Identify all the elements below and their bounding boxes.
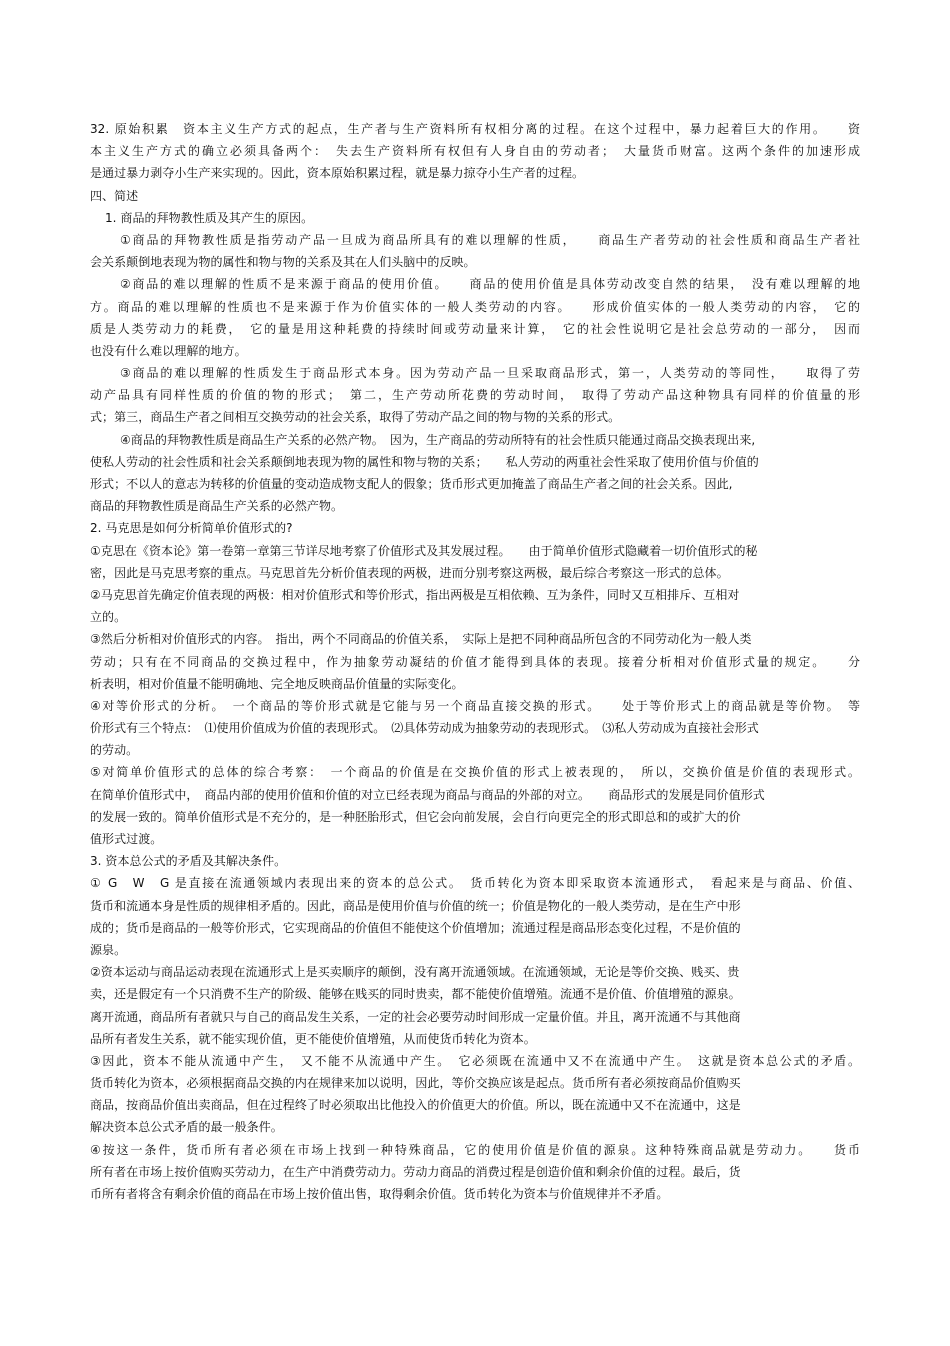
text-line: ① G W G 是直接在流通领域内表现出来的资本的总公式。 货币转化为资本即采取资本流通形式， 看起来是与商品、价值、 — [90, 876, 860, 891]
text-line: ③商品的难以理解的性质发生于商品形式本身。因为劳动产品一旦采取商品形式，第一，人类劳动的等同性， 取得了劳 — [120, 366, 860, 381]
text-line: ②资本运动与商品运动表现在流通形式上是买卖顺序的颠倒，没有离开流通领域。在流通领域，无论是等价交换、贱买、贵 — [90, 965, 740, 980]
text-line: 货币转化为资本，必须根据商品交换的内在规律来加以说明，因此，等价交换应该是起点。货币所有者必须按商品价值购买 — [90, 1076, 741, 1091]
text-line: ②商品的难以理解的性质不是来源于商品的使用价值。 商品的使用价值是具体劳动改变自然的结果， 没有难以理解的地 — [120, 277, 860, 292]
text-line: 在简单价值形式中， 商品内部的使用价值和价值的对立已经表现为商品与商品的外部的对立。 商品形式的发展是同价值形式 — [90, 787, 765, 802]
text-line: 币所有者将含有剩余价值的商品在市场上按价值出售，取得剩余价值。货币转化为资本与价值规律并不矛盾。 — [90, 1187, 669, 1201]
text-line: 所有者在市场上按价值购买劳动力，在生产中消费劳动力。劳动力商品的消费过程是创造价值和剩余价值的过程。最后，货 — [90, 1164, 741, 1179]
text-line: 卖，还是假定有一个只消费不生产的阶级、能够在贱买的同时贵卖，都不能使价值增殖。流通不是价值、价值增殖的源泉。 — [90, 987, 741, 1002]
text-line: ④按这一条件，货币所有者必须在市场上找到一种特殊商品，它的使用价值是价值的源泉。这种特殊商品就是劳动力。 货币 — [90, 1142, 860, 1157]
text-line: 是通过暴力剥夺小生产来实现的。因此，资本原始积累过程，就是暴力掠夺小生产者的过程。 — [90, 166, 585, 181]
text-line: 四、简述 — [90, 188, 139, 203]
text-line: ③然后分析相对价值形式的内容。 指出，两个不同商品的价值关系， 实际上是把不同种商品所包含的不同劳动化为一般人类 — [90, 632, 752, 647]
text-line: 离开流通，商品所有者就只与自己的商品发生关系，一定的社会必要劳动时间形成一定量价值。并且，离开流通不与其他商 — [90, 1009, 741, 1024]
text-line: 价形式有三个特点： ⑴使用价值成为价值的表现形式。 ⑵具体劳动成为抽象劳动的表现形式。 ⑶私人劳动成为直接社会形式 — [90, 721, 759, 736]
text-line: 质是人类劳动力的耗费， 它的量是用这种耗费的持续时间或劳动量来计算， 它的社会性说明它是社会总劳动的一部分， 因而 — [90, 321, 860, 336]
text-line: 源泉。 — [90, 942, 127, 957]
text-line: ①商品的拜物教性质是指劳动产品一旦成为商品所具有的难以理解的性质， 商品生产者劳动的社会性质和商品生产者社 — [120, 232, 860, 247]
text-line: 本主义生产方式的确立必须具备两个： 失去生产资料所有权但有人身自由的劳动者； 大量货币财富。这两个条件的加速形成 — [90, 144, 860, 159]
text-line: ①克思在《资本论》第一卷第一章第三节详尽地考察了价值形式及其发展过程。 由于简单价值形式隐藏着一切价值形式的秘 — [90, 543, 758, 558]
text-line: 密，因此是马克思考察的重点。马克思首先分析价值表现的两极，进而分别考察这两极，最后综合考察这一形式的总体。 — [90, 565, 729, 580]
text-line: 会关系颠倒地表现为物的属性和物与物的关系及其在人们头脑中的反映。 — [90, 255, 476, 270]
text-line: ②马克思首先确定价值表现的两极：相对价值形式和等价形式，指出两极是互相依赖、互为条件，同时又互相排斥、互相对 — [90, 587, 740, 602]
text-line: 2. 马克思是如何分析简单价值形式的? — [90, 521, 293, 536]
text-line: 32. 原始积累 资本主义生产方式的起点，生产者与生产资料所有权相分离的过程。在这个过程中，暴力起着巨大的作用。 资 — [90, 122, 860, 136]
text-line: 商品的拜物教性质是商品生产关系的必然产物。 — [90, 499, 344, 514]
text-line: 1. 商品的拜物教性质及其产生的原因。 — [105, 210, 314, 225]
text-line: 的劳动。 — [90, 743, 139, 758]
document-page — [90, 118, 860, 1205]
text-line: ③因此，资本不能从流通中产生， 又不能不从流通中产生。 它必须既在流通中又不在流通中产生。 这就是资本总公式的矛盾。 — [90, 1053, 860, 1068]
text-line: 劳动；只有在不同商品的交换过程中，作为抽象劳动凝结的价值才能得到具体的表现。接着分析相对价值形式量的规定。 分 — [90, 654, 860, 669]
text-line: 品所有者发生关系，就不能实现价值，更不能使价值增殖，从而使货币转化为资本。 — [90, 1031, 536, 1046]
text-line: 也没有什么难以理解的地方。 — [90, 343, 247, 358]
text-line: 形式；不以人的意志为转移的价值量的变动造成物支配人的假象；货币形式更加掩盖了商品生产者之间的社会关系。因此, — [90, 477, 733, 491]
text-line: 式；第三，商品生产者之间相互交换劳动的社会关系，取得了劳动产品之间的物与物的关系的形式。 — [90, 410, 621, 425]
text-line: 析表明，相对价值量不能明确地、完全地反映商品价值量的实际变化。 — [90, 676, 464, 691]
text-line: ⑤对简单价值形式的总体的综合考察： 一个商品的价值是在交换价值的形式上被表现的， 所以，交换价值是价值的表现形式。 — [90, 765, 860, 780]
text-line: ④对等价形式的分析。 一个商品的等价形式就是它能与另一个商品直接交换的形式。 处于等价形式上的商品就是等价物。 等 — [90, 698, 860, 713]
text-line: 的发展一致的。简单价值形式是不充分的，是一种胚胎形式，但它会向前发展，会自行向更完全的形式即总和的或扩大的价 — [90, 809, 741, 824]
text-line: 货币和流通本身是性质的规律相矛盾的。因此，商品是使用价值与价值的统一；价值是物化的一般人类劳动，是在生产中形 — [90, 898, 741, 913]
text-line: 成的；货币是商品的一般等价形式，它实现商品的价值但不能使这个价值增加；流通过程是商品形态变化过程，不是价值的 — [90, 920, 741, 935]
text-line: 商品，按商品价值出卖商品，但在过程终了时必须取出比他投入的价值更大的价值。所以，既在流通中又不在流通中，这是 — [90, 1098, 741, 1113]
text-line: 3. 资本总公式的矛盾及其解决条件。 — [90, 854, 287, 869]
text-line: 动产品具有同样性质的价值的物的形式； 第二，生产劳动所花费的劳动时间， 取得了劳动产品这种物具有同样的价值量的形 — [90, 388, 860, 403]
text-line: 值形式过渡。 — [90, 832, 163, 846]
text-line: 解决资本总公式矛盾的最一般条件。 — [90, 1120, 283, 1135]
text-line: ④商品的拜物教性质是商品生产关系的必然产物。 因为，生产商品的劳动所特有的社会性质只能通过商品交换表现出来, — [120, 432, 756, 447]
text-line: 立的。 — [90, 610, 127, 625]
text-line: 使私人劳动的社会性质和社会关系颠倒地表现为物的属性和物与物的关系； 私人劳动的两重社会性采取了使用价值与价值的 — [90, 454, 759, 469]
text-line: 方。商品的难以理解的性质也不是来源于作为价值实体的一般人类劳动的内容。 形成价值实体的一般人类劳动的内容， 它的 — [90, 299, 860, 314]
